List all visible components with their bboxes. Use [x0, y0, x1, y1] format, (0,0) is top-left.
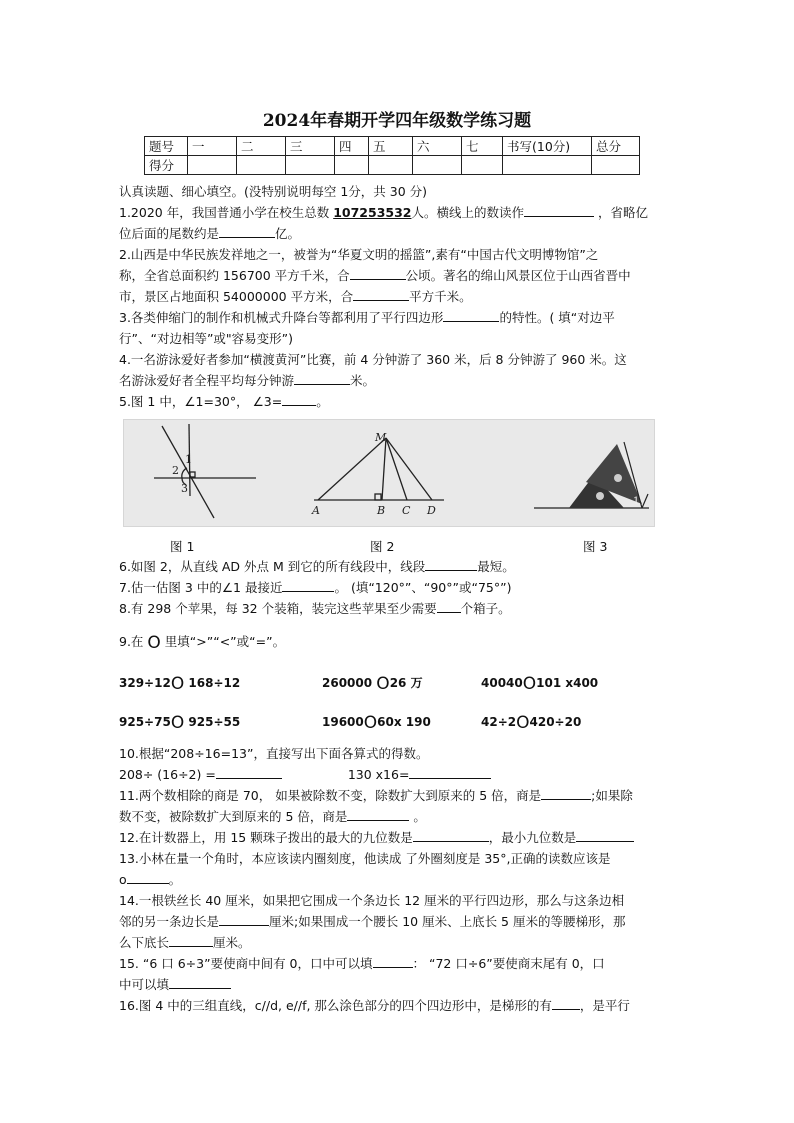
q2-blank-km2[interactable] [353, 288, 409, 301]
question-11-line-2 [119, 806, 675, 827]
question-8 [119, 598, 675, 619]
q11-blank-2[interactable] [347, 808, 409, 821]
section-instruction: 认真读题、细心填空。(没特别说明每空 1分，共 30 分) [119, 184, 428, 199]
q1-text-d: 位后面的尾数约是 [119, 226, 220, 241]
question-2-line-3 [119, 286, 675, 307]
q1-blank-reading[interactable] [524, 204, 594, 217]
q4-blank-average[interactable] [294, 372, 350, 385]
q14-blank-base[interactable] [169, 934, 213, 947]
compare-left: 40040 [481, 676, 523, 690]
q10-expr-1: 208÷ (16÷2) = [119, 767, 216, 782]
q1-text-c: ，省略亿 [597, 205, 648, 220]
q6-blank-segment[interactable] [425, 558, 477, 571]
q12-text-a: 12.在计数器上，用 15 颗珠子拨出的最大的九位数是 [119, 830, 413, 845]
q7-text-b: 。 (填“120°”、“90°”或“75°”) [334, 580, 512, 595]
question-15-line-2 [119, 974, 675, 995]
q14-text-2b: 厘米;如果围成一个腰长 10 厘米、上底长 5 厘米的等腰梯形，那 [269, 914, 626, 929]
question-1-line-2 [119, 223, 675, 244]
q7-text-a: 7.估一估图 3 中的∠1 最接近 [119, 580, 283, 595]
q11-text-2b: 。 [413, 809, 426, 824]
compare-right: 101 x400 [536, 676, 599, 690]
q1-student-count: 107253532 [333, 205, 412, 220]
q6-text-b: 最短。 [477, 559, 515, 574]
score-header-cell: 四 [335, 137, 369, 156]
score-cell[interactable] [413, 156, 462, 175]
q2-text-3b: 平方千米。 [409, 289, 472, 304]
page-title: 2024年春期开学四年级数学练习题 [262, 111, 532, 131]
score-header-cell: 书写(10分) [503, 137, 592, 156]
question-2-line-1: 2.山西是中华民族发祥地之一，被誉为“华夏文明的摇篮”,素有“中国古代文明博物馆”之 [119, 247, 599, 262]
compare-right: 168÷12 [188, 676, 241, 690]
q15-text-1a: 15. “6 口 6÷3”要使商中间有 0，口中可以填 [119, 956, 373, 971]
score-header-cell: 总分 [592, 137, 640, 156]
q10-blank-1[interactable] [216, 766, 282, 779]
compare-left: 42÷2 [481, 715, 517, 729]
fig2-point-label: B [377, 504, 386, 517]
question-10-expressions [119, 764, 675, 785]
q5-text-b: 。 [316, 394, 329, 409]
compare-right: 26 万 [389, 676, 423, 690]
compare-item [322, 674, 423, 694]
score-table-score-row [145, 156, 640, 175]
q5-text-a: 5.图 1 中，∠1=30°， ∠3= [119, 394, 283, 409]
q16-text-b: ，是平行 [579, 998, 630, 1013]
q2-text-2b: 公顷。著名的绵山风景区位于山西省晋中 [405, 268, 631, 283]
question-16 [119, 995, 675, 1016]
q3-text-1a: 3.各类伸缩门的制作和机械式升降台等都利用了平行四边形 [119, 310, 444, 325]
score-table [144, 136, 640, 175]
compare-circle-icon: O [147, 633, 161, 653]
compare-left: 329÷12 [119, 676, 171, 690]
compare-left: 19600 [322, 715, 364, 729]
figure-1-caption: 图 1 [170, 539, 195, 554]
fig2-point-label: D [427, 504, 436, 517]
compare-circle-input[interactable]: O [363, 713, 378, 733]
question-14-line-2 [119, 911, 675, 932]
fig1-angle-label: 1 [185, 453, 192, 466]
q1-text-e: 亿。 [275, 226, 301, 241]
score-cell[interactable] [237, 156, 286, 175]
q11-text-2a: 数不变，被除数扩大到原来的 5 倍，商是 [119, 809, 348, 824]
question-13-line-2 [119, 869, 675, 890]
question-2-line-2 [119, 265, 675, 286]
q2-text-2a: 称，全省总面积约 156700 平方千米，合 [119, 268, 350, 283]
score-table-header-row [145, 137, 640, 156]
score-row-label: 得分 [145, 156, 188, 175]
q15-text-1b: ： “72 口÷6”要使商末尾有 0，口 [412, 956, 605, 971]
question-14-line-3 [119, 932, 675, 953]
fig1-angle-label: 3 [181, 482, 188, 495]
figures-drawing [124, 420, 654, 526]
score-cell[interactable] [369, 156, 413, 175]
score-header-cell: 五 [369, 137, 413, 156]
q10-expr-2: 130 x16= [347, 767, 410, 782]
question-10-head: 10.根据“208÷16=13”，直接写出下面各算式的得数。 [119, 746, 429, 761]
compare-item [481, 674, 598, 694]
compare-circle-input[interactable]: O [376, 674, 390, 694]
q8-text-b: 个箱子。 [460, 601, 511, 616]
score-header-cell: 二 [237, 137, 286, 156]
figure-3-drawing [534, 442, 649, 508]
q15-text-2a: 中可以填 [119, 977, 170, 992]
q3-text-1b: 的特性。( 填“对边平 [499, 310, 615, 325]
q9-text-a: 9.在 [119, 634, 144, 649]
q13-degree-mark: o [119, 872, 127, 887]
score-cell[interactable] [286, 156, 335, 175]
q13-text-2b: 。 [168, 872, 182, 887]
question-3-line-2: 行”、“对边相等”或"容易变形”) [119, 331, 294, 346]
question-1-line-1 [119, 202, 675, 223]
compare-right: 420÷20 [529, 715, 582, 729]
fig1-angle-label: 2 [172, 464, 179, 477]
q4-text-2b: 米。 [350, 373, 376, 388]
q16-blank-trapezoids[interactable] [552, 997, 580, 1010]
score-cell[interactable] [188, 156, 237, 175]
question-5 [119, 391, 675, 412]
q1-text-a: 1.2020 年，我国普通小学在校生总数 [119, 205, 330, 220]
score-header-cell: 六 [413, 137, 462, 156]
compare-circle-input[interactable]: O [516, 713, 530, 733]
score-header-cell: 三 [286, 137, 335, 156]
q8-text-a: 8.有 298 个苹果，每 32 个装箱，装完这些苹果至少需要 [119, 601, 437, 616]
q11-blank-1[interactable] [541, 787, 591, 800]
q2-blank-hectares[interactable] [350, 267, 406, 280]
score-header-cell: 一 [188, 137, 237, 156]
q7-blank-angle[interactable] [282, 579, 334, 592]
q14-blank-side[interactable] [219, 913, 269, 926]
fig2-point-label: A [312, 504, 320, 517]
q6-text-a: 6.如图 2，从直线 AD 外点 M 到它的所有线段中，线段 [119, 559, 426, 574]
fig2-point-label: C [402, 504, 411, 517]
compare-item [119, 713, 240, 733]
fig2-point-label: M [375, 431, 387, 444]
q4-text-2a: 名游泳爱好者全程平均每分钟游 [119, 373, 295, 388]
question-12 [119, 827, 675, 848]
q16-text-a: 16.图 4 中的三组直线，c//d, e//f, 那么涂色部分的四个四边形中，是梯形的有 [119, 998, 552, 1013]
question-13-line-1: 13.小林在量一个角时，本应该读内圈刻度，他读成 了外圈刻度是 35°,正确的读数应该是 [119, 851, 611, 866]
q14-text-3b: 厘米。 [213, 935, 251, 950]
q10-blank-2[interactable] [409, 766, 491, 779]
q3-blank-property[interactable] [443, 309, 499, 322]
compare-circle-input[interactable]: O [170, 674, 185, 694]
score-header-cell: 七 [462, 137, 503, 156]
compare-right: 60x 190 [377, 715, 431, 729]
question-9-head [119, 631, 675, 654]
q15-blank-1[interactable] [373, 955, 413, 968]
figure-1-drawing [154, 424, 256, 518]
q12-text-b: ，最小九位数是 [488, 830, 577, 845]
score-cell[interactable] [335, 156, 369, 175]
score-cell[interactable] [503, 156, 592, 175]
question-11-line-1 [119, 785, 675, 806]
question-4-line-2 [119, 370, 675, 391]
figure-2-caption: 图 2 [370, 539, 395, 554]
compare-circle-input[interactable]: O [170, 713, 185, 733]
q9-text-b: 里填“>”“<”或“=”。 [164, 634, 286, 649]
q13-blank-reading[interactable] [127, 871, 169, 884]
compare-left: 260000 [322, 676, 373, 690]
score-cell[interactable] [462, 156, 503, 175]
q11-text-1a: 11.两个数相除的商是 70， 如果被除数不变，除数扩大到原来的 5 倍，商是 [119, 788, 542, 803]
q1-text-b: 人。横线上的数读作 [411, 205, 524, 220]
compare-item [119, 674, 240, 694]
question-7 [119, 577, 675, 598]
figure-3-caption: 图 3 [583, 539, 608, 554]
compare-item [481, 713, 581, 733]
fig3-angle-label: 1 [633, 496, 640, 507]
compare-right: 925÷55 [188, 715, 241, 729]
q8-blank-boxes[interactable] [437, 600, 461, 613]
q14-text-3a: 么下底长 [119, 935, 170, 950]
figures-image [123, 419, 655, 527]
q2-text-3a: 市，景区占地面积 54000000 平方米，合 [119, 289, 354, 304]
question-4-line-1: 4.一名游泳爱好者参加“横渡黄河”比赛，前 4 分钟游了 360 米，后 8 分钟游了 960 米。这 [119, 352, 627, 367]
q5-blank-angle3[interactable] [282, 393, 316, 406]
question-3-line-1 [119, 307, 675, 328]
compare-circle-input[interactable]: O [522, 674, 537, 694]
q15-blank-2[interactable] [169, 976, 231, 989]
question-6 [119, 556, 675, 577]
compare-left: 925÷75 [119, 715, 171, 729]
q12-blank-min[interactable] [576, 829, 634, 842]
compare-item [322, 713, 431, 733]
q12-blank-max[interactable] [413, 829, 489, 842]
score-cell[interactable] [592, 156, 640, 175]
q14-text-2a: 邻的另一条边长是 [119, 914, 220, 929]
question-15-line-1 [119, 953, 675, 974]
score-header-cell: 题号 [145, 137, 188, 156]
q11-text-1b: ;如果除 [591, 788, 633, 803]
q1-blank-approx[interactable] [219, 225, 275, 238]
question-14-line-1: 14.一根铁丝长 40 厘米，如果把它围成一个条边长 12 厘米的平行四边形，那么与这条边相 [119, 893, 625, 908]
figure-2-drawing [314, 438, 444, 500]
